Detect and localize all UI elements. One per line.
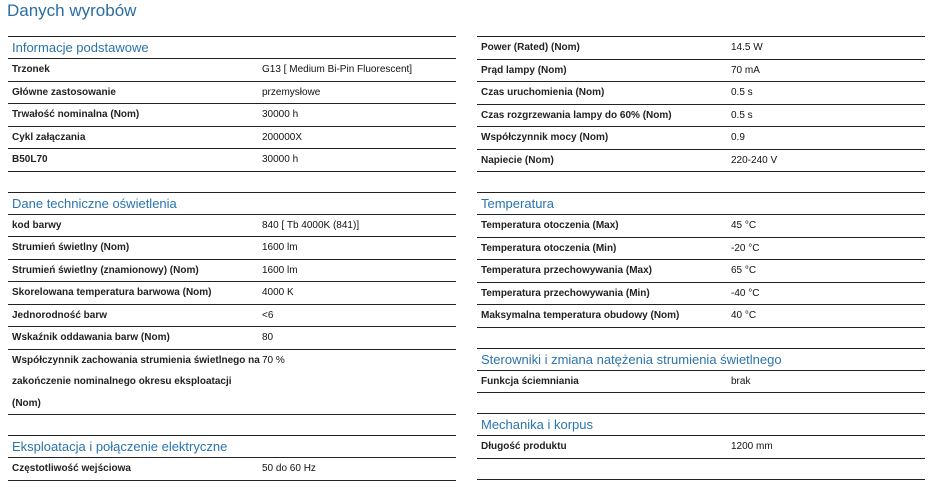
spec-label: kod barwy (12, 219, 62, 231)
spec-value: 0.5 s (731, 87, 753, 98)
spec-label: B50L70 (12, 154, 48, 165)
spec-section (477, 36, 925, 172)
spec-row (8, 327, 456, 350)
spec-label: Temperatura otoczenia (Max) (481, 220, 619, 231)
spec-label: Częstotliwość wejściowa (12, 463, 131, 474)
spec-row (477, 37, 925, 60)
spec-label: Strumień świetlny (Nom) (12, 242, 130, 253)
spec-row (8, 215, 456, 238)
spec-row (8, 458, 456, 481)
spec-value: 0.9 (731, 132, 745, 143)
spec-label: Główne zastosowanie (12, 86, 116, 98)
spec-section (477, 192, 925, 328)
section-heading: Informacje podstawowe (8, 37, 456, 59)
spec-label: Skorelowana temperatura barwowa (Nom) (12, 287, 212, 298)
section-heading: Eksploatacja i połączenie elektryczne (8, 436, 456, 458)
section-heading: Sterowniki i zmiana natężenia strumienia świetlnego (477, 349, 925, 371)
spec-row (8, 260, 456, 283)
spec-value: 45 °C (731, 220, 757, 231)
spec-label: Cykl załączania (12, 131, 86, 143)
spec-value: G13 [ Medium Bi-Pin Fluorescent] (262, 64, 413, 75)
spec-label: Wskaźnik oddawania barw (Nom) (12, 332, 170, 343)
spec-row (477, 260, 925, 283)
spec-label: Strumień świetlny (znamionowy) (Nom) (12, 264, 199, 276)
spec-label: Power (Rated) (Nom) (481, 42, 580, 53)
spec-row (477, 436, 925, 459)
spec-label: Temperatura przechowywania (Max) (481, 265, 652, 276)
spec-row (477, 105, 925, 128)
spec-label: Temperatura przechowywania (Min) (481, 287, 650, 299)
spec-row (8, 282, 456, 305)
spec-row (8, 305, 456, 328)
spec-label: Temperatura otoczenia (Min) (481, 242, 617, 254)
spec-label: Maksymalna temperatura obudowy (Nom) (481, 310, 680, 321)
spec-row (477, 371, 925, 394)
section-heading: Temperatura (477, 193, 925, 215)
spec-value: brak (731, 375, 751, 387)
spec-value: 0.5 s (731, 109, 753, 121)
spec-section (8, 36, 456, 172)
divider (477, 479, 925, 480)
spec-label: Czas uruchomienia (Nom) (481, 87, 605, 98)
spec-value: 30000 h (262, 154, 299, 165)
spec-row (8, 104, 456, 127)
spec-row (477, 305, 925, 328)
spec-value: 1600 lm (262, 264, 298, 276)
spec-row (477, 150, 925, 173)
spec-row (477, 82, 925, 105)
spec-row (477, 60, 925, 83)
spec-value: 200000X (262, 131, 303, 143)
spec-value: -40 °C (731, 287, 760, 299)
spec-section (477, 413, 925, 459)
spec-value: 1200 mm (731, 441, 773, 452)
spec-value: 4000 K (262, 287, 294, 298)
right-column (477, 36, 925, 480)
spec-row (8, 149, 456, 172)
spec-label: Jednorodność barw (12, 309, 108, 321)
spec-row (477, 283, 925, 306)
spec-row (8, 82, 456, 105)
page-title: Danych wyrobów (7, 1, 137, 20)
spec-value: 65 °C (731, 265, 757, 276)
spec-label: Współczynnik zachowania strumienia świetlnego na zakończenie nominalnego okresu eksploatacji (Nom) (12, 354, 260, 409)
spec-value: 50 do 60 Hz (262, 463, 316, 474)
spec-value: 1600 lm (262, 242, 298, 253)
left-column (8, 36, 456, 501)
spec-value: <6 (262, 309, 274, 321)
spec-row (8, 127, 456, 150)
spec-row (8, 350, 456, 416)
spec-row (477, 215, 925, 238)
spec-value: 40 °C (731, 310, 757, 321)
spec-label: Czas rozgrzewania lampy do 60% (Nom) (481, 109, 672, 121)
spec-value: 30000 h (262, 109, 299, 120)
spec-value: przemysłowe (262, 86, 321, 98)
spec-row (8, 59, 456, 82)
spec-label: Trzonek (12, 64, 50, 75)
spec-label: Długość produktu (481, 441, 567, 452)
section-heading: Mechanika i korpus (477, 414, 925, 436)
spec-value: 80 (262, 332, 274, 343)
spec-label: Prąd lampy (Nom) (481, 64, 567, 76)
section-heading: Dane techniczne oświetlenia (8, 193, 456, 215)
spec-value: 840 [ Tb 4000K (841)] (262, 219, 360, 231)
spec-section (8, 192, 456, 416)
spec-label: Napiecie (Nom) (481, 154, 554, 166)
spec-label: Współczynnik mocy (Nom) (481, 132, 609, 143)
spec-value: 70 mA (731, 64, 760, 76)
spec-value: 70 % (262, 354, 285, 366)
spec-row (8, 237, 456, 260)
spec-section (477, 348, 925, 394)
spec-row (477, 127, 925, 150)
spec-value: -20 °C (731, 242, 760, 254)
spec-value: 220-240 V (731, 154, 778, 166)
spec-label: Funkcja ściemniania (481, 375, 579, 387)
spec-label: Trwałość nominalna (Nom) (12, 109, 140, 120)
spec-value: 14.5 W (731, 42, 763, 53)
spec-row (477, 238, 925, 261)
